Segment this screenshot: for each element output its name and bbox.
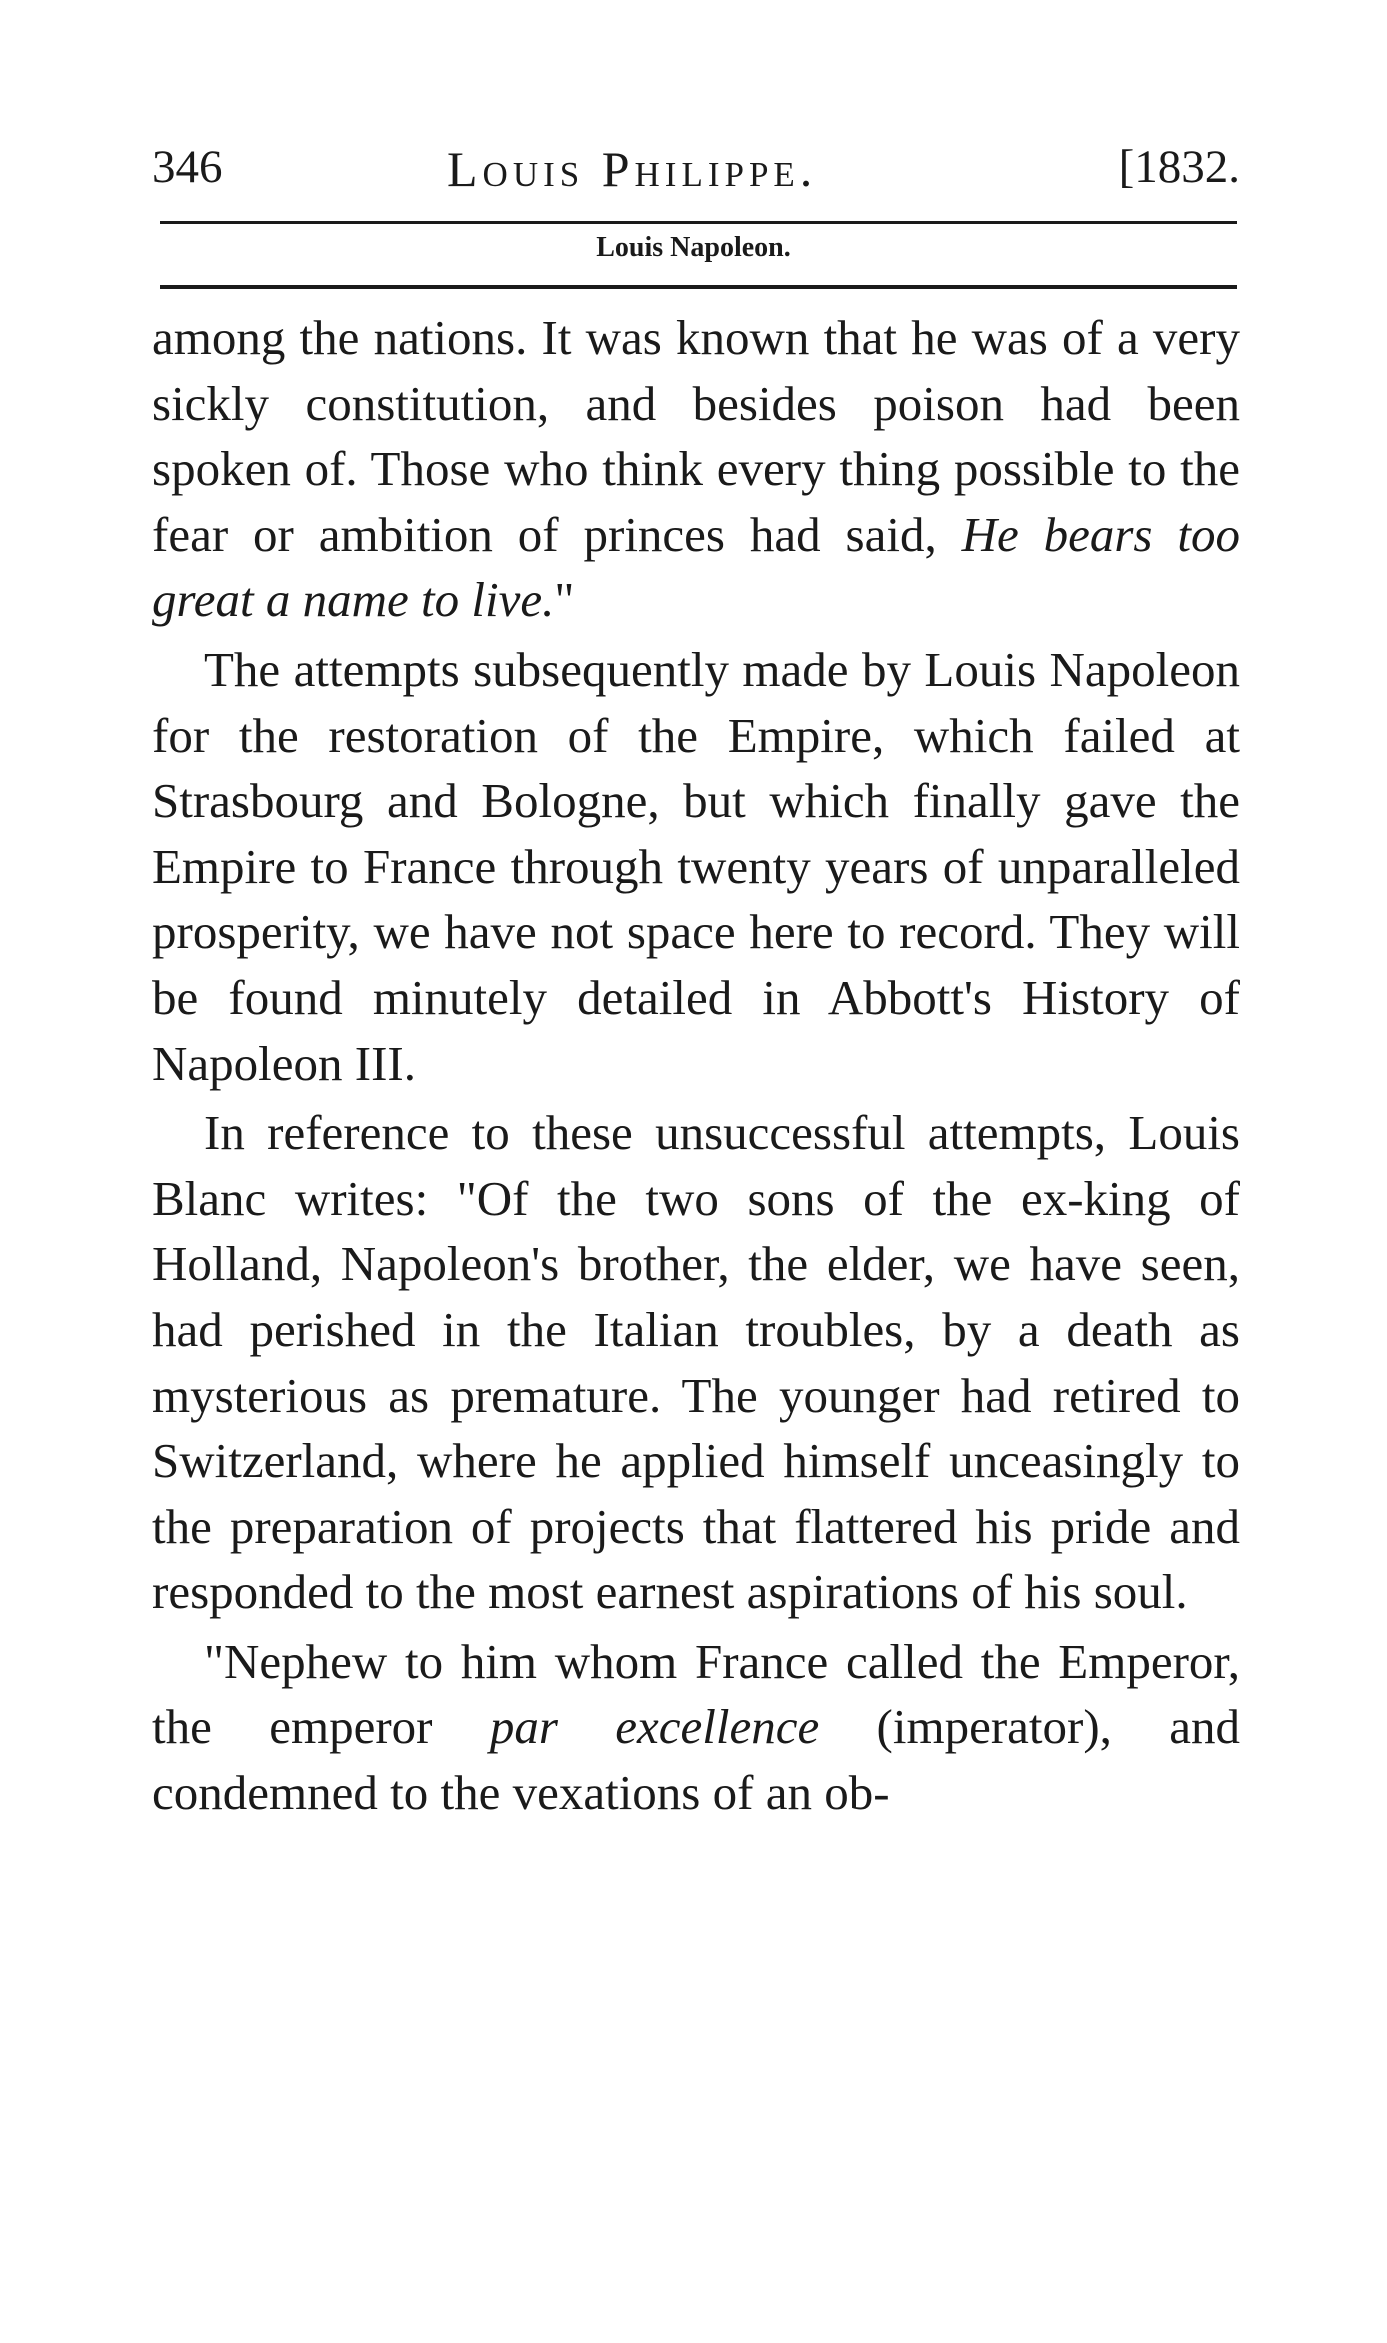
page-header <box>152 140 1240 210</box>
body-text <box>152 305 1240 1826</box>
paragraph-3: In reference to these unsuccessful attempts, Louis Blanc writes: "Of the two sons of the ex-king of Holland, Napoleon's brother, the elder, we have seen, had perished in the Italian troubles, by a death as mysterious as premature. The younger had retired to Switzerland, where he applied himself unceasingly to the preparation of projects that flattered his pride and responded to the most earnest aspirations of his soul. <box>152 1105 1240 1620</box>
paragraph-4-italic: par excellence <box>489 1699 820 1755</box>
paragraph-1 <box>152 305 1240 633</box>
section-subheading: Louis Napoleon. <box>596 232 791 263</box>
page-number: 346 <box>152 141 223 193</box>
header-year: [1832. <box>1118 141 1240 193</box>
paragraph-4-text: "Nephew to him whom France called the Emperor, the emperor <box>152 1633 1240 1755</box>
paragraph-4 <box>152 1629 1240 1826</box>
paragraph-1-end: " <box>554 572 575 628</box>
paragraph-1-text: among the nations. It was known that he was of a very sickly constitution, and besides poison had been spoken of. Those who think every thing possible to the fear or ambition of princes had said, <box>152 310 1240 562</box>
header-rule-top <box>160 221 1237 224</box>
paragraph-4-end: (imperator), and condemned to the vexations of an ob- <box>152 1699 1241 1821</box>
running-title: Louis Philippe. <box>447 141 818 197</box>
paragraph-1-italic: He bears too great a name to live. <box>152 506 1240 628</box>
paragraph-2: The attempts subsequently made by Louis Napoleon for the restoration of the Empire, which failed at Strasbourg and Bologne, but which finally gave the Empire to France through twenty years of unparalleled prosperity, we have not space here to record. They will be found minutely detailed in Abbott's History of Napoleon III. <box>152 641 1240 1091</box>
header-rule-bottom <box>160 285 1237 289</box>
